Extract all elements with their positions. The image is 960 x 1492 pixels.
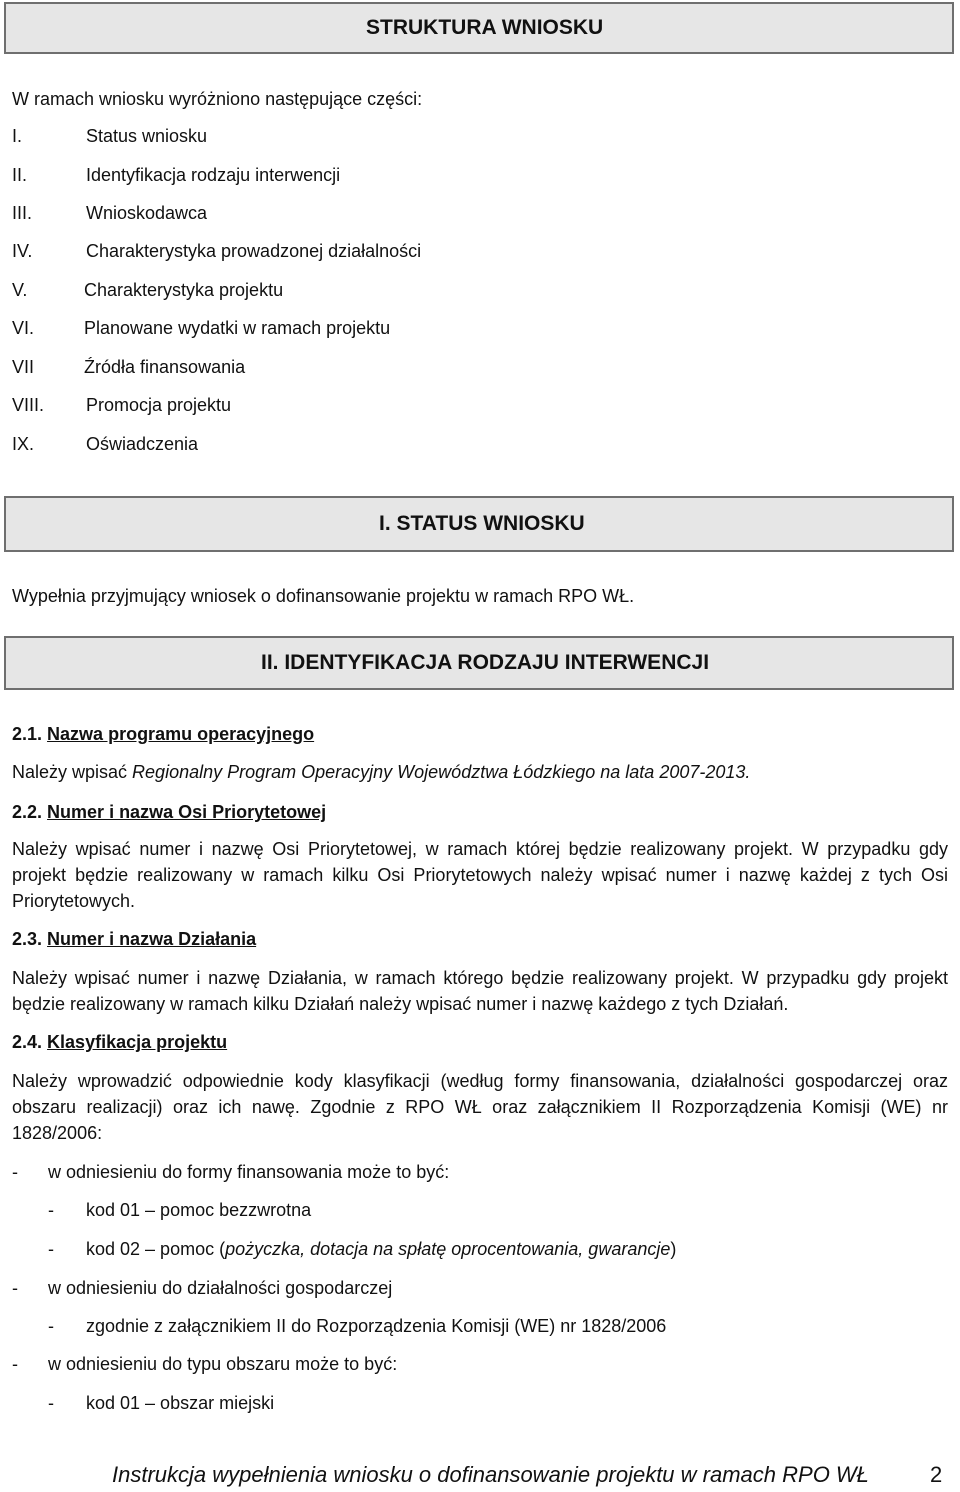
subsection-number: 2.3. [12,929,43,949]
list-item-text: kod 01 – pomoc bezzwrotna [86,1200,312,1220]
list-item-label: Status wniosku [86,126,208,146]
subsection-heading-2-3 [12,928,256,950]
list-item-text: kod 01 – obszar miejski [86,1393,275,1413]
list-item [12,1277,18,1299]
status-text: Wypełnia przyjmujący wniosek o dofinansowanie projektu w ramach RPO WŁ. [12,586,635,606]
list-item [48,1238,54,1260]
section-header-identyfikacja [4,636,954,690]
section-header-title: II. IDENTYFIKACJA RODZAJU INTERWENCJI [261,651,710,674]
list-item-number: VI. [12,318,35,338]
list-item-number: IX. [12,434,35,454]
list-item [48,1315,54,1337]
bullet-dash: - [12,1354,18,1374]
subsection-heading-2-2 [12,801,326,823]
list-item-label: Oświadczenia [86,434,199,454]
footer-title: Instrukcja wypełnienia wniosku o dofinansowanie projektu w ramach RPO WŁ [112,1462,869,1487]
subsection-heading-2-1 [12,723,314,745]
subsection-title: Numer i nazwa Działania [47,929,257,949]
subsection-title: Nazwa programu operacyjnego [47,724,315,744]
list-item [12,1353,18,1375]
list-item-number: II. [12,165,28,185]
section-header-title: I. STATUS WNIOSKU [379,512,585,535]
text-plain: kod 02 – pomoc ( [86,1239,226,1259]
subsection-heading-2-4 [12,1031,227,1053]
page-number: 2 [930,1462,943,1487]
bullet-dash: - [48,1200,54,1220]
subsection-text-2-2: Należy wpisać numer i nazwę Osi Priorytetowej, w ramach której będzie realizowany projekt. W przypadku gdy projekt będzie realizowany w ramach kilku Osi Priorytetowych należy wpisać numer i nazwę każdej z tych Osi Priorytetowych. [12,839,948,911]
subsection-text-2-3: Należy wpisać numer i nazwę Działania, w ramach którego będzie realizowany projekt. W przypadku gdy projekt będzie realizowany w ramach kilku Działań należy wpisać numer i nazwę każdego z tych Działań. [12,968,948,1014]
list-item-text [86,1238,676,1260]
list-item [48,1199,54,1221]
section-header-struktura [4,2,954,54]
intro-text: W ramach wniosku wyróżniono następujące części: [12,89,423,109]
list-item-number: V. [12,280,28,300]
subsection-title: Klasyfikacja projektu [47,1032,228,1052]
list-item [12,1161,18,1183]
text-italic: pożyczka, dotacja na spłatę oprocentowania, gwarancje [225,1239,671,1259]
list-item-label: Planowane wydatki w ramach projektu [84,318,391,338]
list-item-text: zgodnie z załącznikiem II do Rozporządzenia Komisji (WE) nr 1828/2006 [86,1316,667,1336]
list-item-number: IV. [12,241,33,261]
section-header-title: STRUKTURA WNIOSKU [366,16,604,39]
bullet-dash: - [12,1162,18,1182]
bullet-dash: - [48,1393,54,1413]
list-item-text: w odniesieniu do formy finansowania może to być: [48,1162,450,1182]
subsection-text-2-4: Należy wprowadzić odpowiednie kody klasyfikacji (według formy finansowania, działalności gospodarczej oraz obszaru realizacji) oraz ich nawę. Zgodnie z RPO WŁ oraz załącznikiem II Rozporządzenia Komisji (WE) nr 1828/2006: [12,1071,948,1143]
list-item-text: w odniesieniu do działalności gospodarczej [48,1278,393,1298]
list-item-number: VIII. [12,395,45,415]
list-item-label: Charakterystyka prowadzonej działalności [86,241,422,261]
list-item-label: Źródła finansowania [84,357,246,377]
list-item [48,1392,54,1414]
text-plain: ) [670,1239,677,1259]
list-item-text: w odniesieniu do typu obszaru może to być: [48,1354,398,1374]
list-item-label: Identyfikacja rodzaju interwencji [86,165,341,185]
list-item-number: VII [12,357,35,377]
subsection-title: Numer i nazwa Osi Priorytetowej [47,802,327,822]
bullet-dash: - [48,1239,54,1259]
list-item-label: Charakterystyka projektu [84,280,284,300]
list-item-label: Wnioskodawca [86,203,208,223]
bullet-dash: - [12,1278,18,1298]
text-plain: Należy wpisać [12,762,133,782]
text-italic: Regionalny Program Operacyjny Województwa Łódzkiego na lata 2007-2013. [132,762,751,782]
list-item-number: I. [12,126,23,146]
bullet-dash: - [48,1316,54,1336]
subsection-number: 2.1. [12,724,43,744]
subsection-text-2-1 [12,761,750,783]
list-item-number: III. [12,203,33,223]
subsection-number: 2.2. [12,802,43,822]
list-item-label: Promocja projektu [86,395,232,415]
section-header-status [4,496,954,552]
subsection-number: 2.4. [12,1032,43,1052]
